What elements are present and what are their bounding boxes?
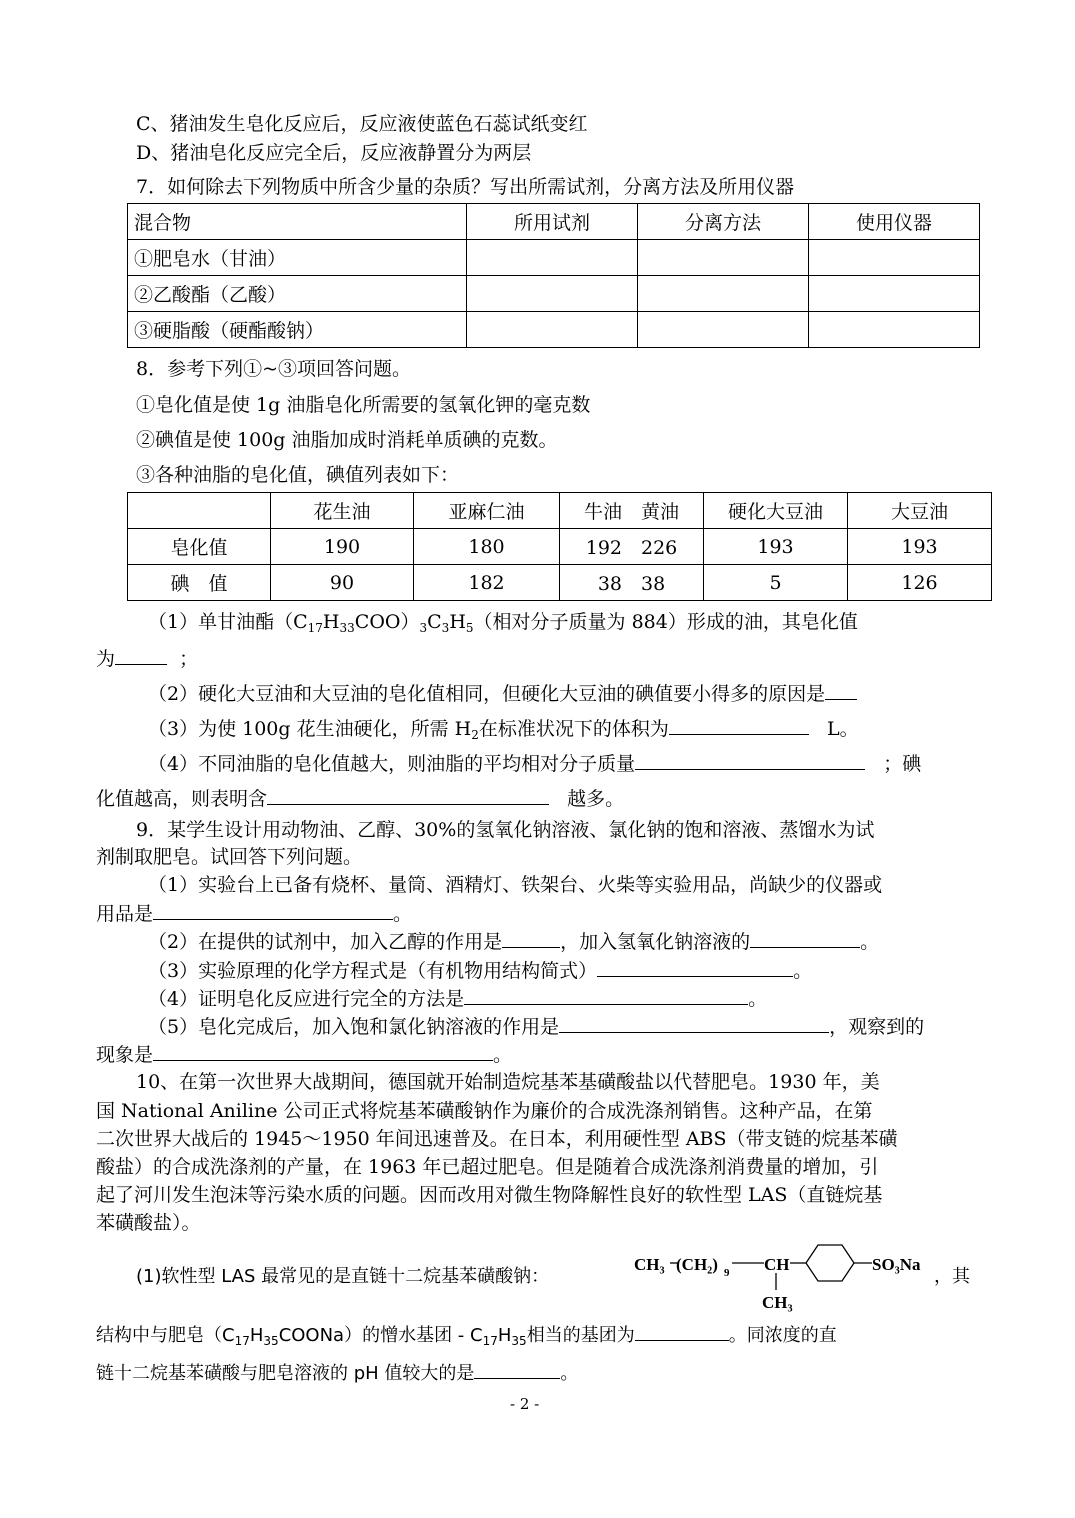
- text: （3）为使 100g 花生油硬化，所需 H: [148, 718, 472, 740]
- answer-blank[interactable]: [115, 646, 167, 665]
- apparatus-answer-cell[interactable]: [809, 312, 980, 348]
- text: ；: [179, 648, 199, 670]
- table-row: [128, 529, 992, 565]
- table-cell: 192 226: [560, 529, 704, 565]
- table-header-cell: 使用仪器: [809, 204, 980, 240]
- text: 。: [860, 931, 880, 953]
- q9-sub-1: （1）实验台上已备有烧杯、量筒、酒精灯、铁架台、火柴等实验用品，尚缺少的仪器或: [148, 874, 883, 896]
- answer-blank[interactable]: [635, 1322, 729, 1341]
- text: COONa）的憎水基团 - C: [278, 1325, 483, 1346]
- page-number: - 2 -: [510, 1395, 540, 1413]
- table-header-cell: 牛油 黄油: [560, 493, 704, 529]
- subscript: 35: [511, 1334, 527, 1348]
- text: 为: [96, 648, 116, 670]
- answer-blank[interactable]: [153, 901, 393, 920]
- table-cell: 180: [414, 529, 560, 565]
- table-row-label: 皂化值: [128, 529, 271, 565]
- so3na-label: SO₃Na: [872, 1255, 921, 1274]
- question-10: 10、在第一次世界大战期间，德国就开始制造烷基苯基磺酸盐以代替肥皂。1930 年，美: [136, 1071, 880, 1093]
- q9-sub-5-line2: [96, 1042, 512, 1067]
- q8-sub-3: [148, 716, 859, 741]
- q9-sub-1-line2: [96, 901, 412, 926]
- text: COO）: [354, 611, 420, 633]
- table-row: [128, 565, 992, 601]
- answer-blank[interactable]: [635, 751, 865, 770]
- table-row-label: 碘 值: [128, 565, 271, 601]
- text: L。: [827, 718, 859, 740]
- subscript: 17: [482, 1334, 498, 1348]
- question-10-line3: 二次世界大战后的 1945～1950 年间迅速普及。在日本，利用硬性型 ABS（带支链的烷基苯磺: [96, 1128, 898, 1150]
- text: 。: [748, 988, 768, 1010]
- q10-sub-1-end: ，其: [934, 1266, 970, 1287]
- method-answer-cell[interactable]: [638, 240, 809, 276]
- q8-sub-4-line2: [96, 786, 624, 811]
- q8-item-2: ②碘值是使 100g 油脂加成时消耗单质碘的克数。: [136, 429, 558, 451]
- table-cell: 90: [271, 565, 414, 601]
- ch3-label: CH₃: [634, 1255, 665, 1274]
- answer-blank[interactable]: [267, 786, 549, 805]
- table-header-cell: 亚麻仁油: [414, 493, 560, 529]
- table-header-row: [128, 204, 980, 240]
- text: （2）硬化大豆油和大豆油的皂化值相同，但硬化大豆油的碘值要小得多的原因是: [148, 683, 826, 705]
- table-cell: ③硬脂酸（硬酯酸钠）: [128, 312, 467, 348]
- table-header-cell: [128, 493, 271, 529]
- answer-blank[interactable]: [474, 1360, 560, 1379]
- table-cell: 182: [414, 565, 560, 601]
- q9-sub-5: [148, 1014, 924, 1039]
- table-cell: 38 38: [560, 565, 704, 601]
- q9-sub-2: [148, 929, 879, 954]
- subscript: 17: [234, 1334, 250, 1348]
- reagent-answer-cell[interactable]: [467, 240, 638, 276]
- text: （5）皂化完成后，加入饱和氯化钠溶液的作用是: [148, 1016, 560, 1038]
- answer-blank[interactable]: [825, 681, 857, 700]
- method-answer-cell[interactable]: [638, 312, 809, 348]
- text: 在标准状况下的体积为: [478, 718, 669, 740]
- table-header-cell: 硬化大豆油: [704, 493, 848, 529]
- table-header-cell: 所用试剂: [467, 204, 638, 240]
- question-9: 9．某学生设计用动物油、乙醇、30%的氢氧化钠溶液、氯化钠的饱和溶液、蒸馏水为试: [136, 819, 875, 841]
- answer-blank[interactable]: [750, 929, 860, 948]
- answer-blank[interactable]: [153, 1042, 493, 1061]
- question-10-line4: 酸盐）的合成洗涤剂的产量，在 1963 年已超过肥皂。但是随着合成洗涤剂消费量的增加，引: [96, 1156, 879, 1178]
- question-9-line2: 剂制取肥皂。试回答下列问题。: [96, 846, 363, 868]
- subscript: 33: [339, 621, 355, 635]
- subscript: 3: [419, 621, 428, 635]
- table-header-cell: 大豆油: [848, 493, 992, 529]
- lababs-structure-diagram: [632, 1240, 934, 1318]
- text: ；碘: [883, 753, 922, 775]
- text: （2）在提供的试剂中，加入乙醇的作用是: [148, 931, 503, 953]
- table-header-row: [128, 493, 992, 529]
- q9-sub-4: [148, 986, 767, 1011]
- table-header-cell: 混合物: [128, 204, 467, 240]
- text: 结构中与肥皂（C: [96, 1325, 235, 1346]
- text: 。: [393, 903, 413, 925]
- q8-sub-4: [148, 751, 921, 776]
- q10-sub-1: (1)软性型 LAS 最常见的是直链十二烷基苯磺酸钠：: [136, 1266, 550, 1287]
- question-10-line2: 国 National Aniline 公司正式将烷基苯磺酸钠作为廉价的合成洗涤剂销售。这种产品，在第: [96, 1100, 873, 1122]
- reagent-answer-cell[interactable]: [467, 276, 638, 312]
- q8-sub-1: [148, 610, 858, 634]
- text: 链十二烷基苯磺酸与肥皂溶液的 pH 值较大的是: [96, 1363, 475, 1384]
- subscript: 2: [471, 728, 479, 742]
- table-cell: ②乙酸酯（乙酸）: [128, 276, 467, 312]
- answer-blank[interactable]: [669, 716, 809, 735]
- apparatus-answer-cell[interactable]: [809, 276, 980, 312]
- text: （4）证明皂化反应进行完全的方法是: [148, 988, 465, 1010]
- table-cell: 193: [704, 529, 848, 565]
- oil-values-table: [127, 492, 992, 601]
- answer-blank[interactable]: [559, 1014, 829, 1033]
- q10-sub-1-line2: [96, 1322, 837, 1348]
- chain-subscript: 9: [724, 1267, 730, 1279]
- benzene-ring: [806, 1245, 854, 1281]
- ch-label: CH: [764, 1255, 790, 1274]
- text: 现象是: [96, 1044, 154, 1066]
- text: （1）单甘油酯（C: [148, 611, 308, 633]
- question-7: 7．如何除去下列物质中所含少量的杂质？写出所需试剂，分离方法及所用仪器: [136, 176, 795, 198]
- q9-sub-3: [148, 958, 812, 983]
- text: H: [497, 1325, 512, 1346]
- text: （4）不同油脂的皂化值越大，则油脂的平均相对分子质量: [148, 753, 636, 775]
- text: C: [427, 611, 442, 633]
- method-answer-cell[interactable]: [638, 276, 809, 312]
- question-8: 8．参考下列①~③项回答问题。: [136, 358, 412, 380]
- ch2-chain-label: (CH₂): [676, 1255, 718, 1274]
- answer-blank[interactable]: [464, 986, 748, 1005]
- subscript: 5: [465, 621, 474, 635]
- ch3-branch-label: CH₃: [762, 1293, 793, 1312]
- text: 越多。: [567, 788, 625, 810]
- table-cell: 193: [848, 529, 992, 565]
- subscript: 3: [441, 621, 450, 635]
- q8-sub-2: [148, 681, 857, 706]
- option-d: D、猪油皂化反应完全后，反应液静置分为两层: [136, 142, 532, 164]
- table-cell: ①肥皂水（甘油）: [128, 240, 467, 276]
- text: 用品是: [96, 903, 154, 925]
- text: 相当的基团为: [526, 1325, 635, 1346]
- table-cell: 126: [848, 565, 992, 601]
- q10-sub-1-line3: [96, 1360, 578, 1386]
- table-row: [128, 240, 980, 276]
- reagent-answer-cell[interactable]: [467, 312, 638, 348]
- table-row: [128, 312, 980, 348]
- text: ，观察到的: [829, 1016, 925, 1038]
- text: 。: [560, 1363, 579, 1384]
- q8-sub-1-line2: [96, 646, 198, 671]
- text: H: [322, 611, 340, 633]
- text: 化值越高，则表明含: [96, 788, 268, 810]
- text: 。: [793, 960, 813, 982]
- answer-blank[interactable]: [597, 958, 793, 977]
- answer-blank[interactable]: [502, 929, 560, 948]
- apparatus-answer-cell[interactable]: [809, 240, 980, 276]
- table-row: [128, 276, 980, 312]
- question-10-line5: 起了河川发生泡沫等污染水质的问题。因而改用对微生物降解性良好的软性型 LAS（直链烷基: [96, 1184, 883, 1206]
- text: ，加入氢氧化钠溶液的: [560, 931, 751, 953]
- option-c: C、猪油发生皂化反应后，反应液使蓝色石蕊试纸变红: [136, 113, 588, 135]
- text: 。同浓度的直: [728, 1325, 837, 1346]
- text: （3）实验原理的化学方程式是（有机物用结构简式）: [148, 960, 598, 982]
- text: 。: [493, 1044, 513, 1066]
- question-10-line6: 苯磺酸盐）。: [96, 1212, 201, 1234]
- impurity-table: [127, 203, 980, 348]
- table-cell: 5: [704, 565, 848, 601]
- table-header-cell: 分离方法: [638, 204, 809, 240]
- text: H: [249, 1325, 264, 1346]
- table-header-cell: 花生油: [271, 493, 414, 529]
- subscript: 35: [263, 1334, 279, 1348]
- q8-item-3: ③各种油脂的皂化值，碘值列表如下：: [136, 464, 460, 486]
- text: （相对分子质量为 884）形成的油，其皂化值: [473, 611, 858, 633]
- q8-item-1: ①皂化值是使 1g 油脂皂化所需要的氢氧化钾的毫克数: [136, 394, 591, 416]
- text: H: [449, 611, 466, 633]
- subscript: 17: [307, 621, 323, 635]
- table-cell: 190: [271, 529, 414, 565]
